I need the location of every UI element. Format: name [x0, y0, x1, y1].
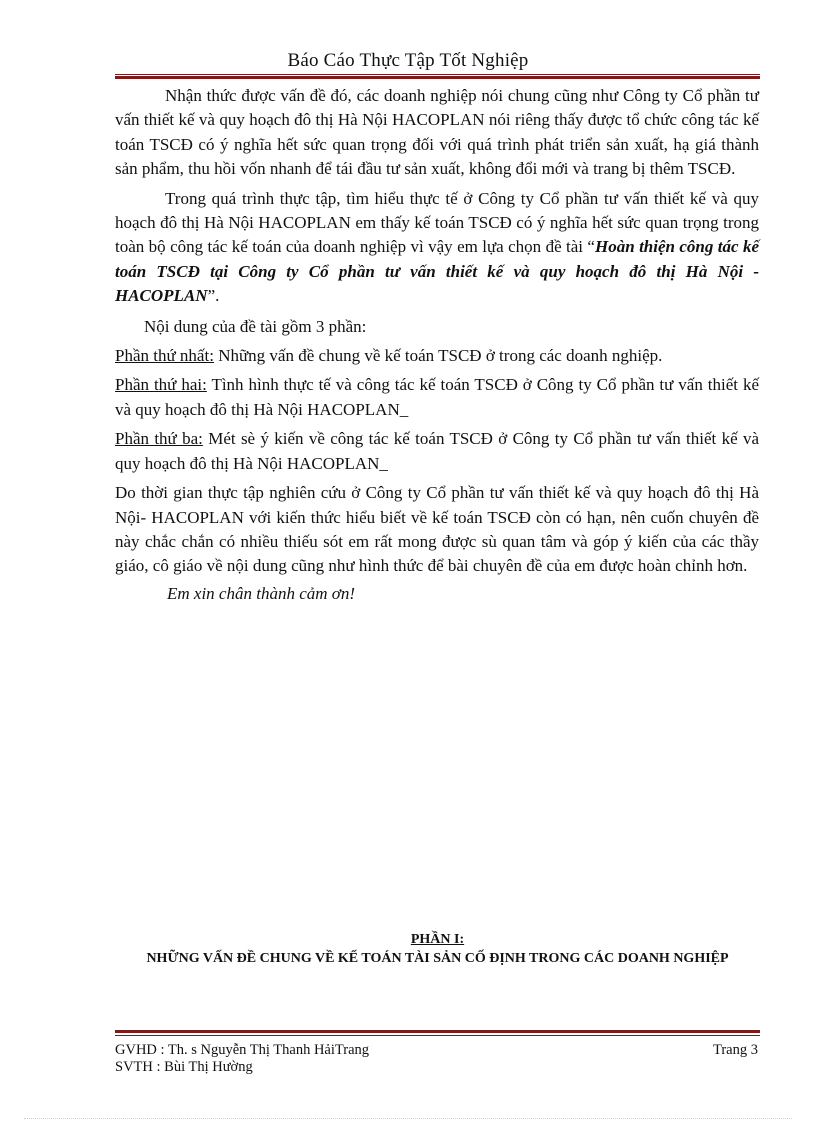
part-one — [115, 344, 759, 368]
page-number: Trang 3 — [713, 1042, 758, 1058]
paragraph-closing: Do thời gian thực tập nghiên cứu ở Công ty Cổ phần tư vấn thiết kế và quy hoạch đô thị Hà Nội- HACOPLAN với kiến thức hiểu biết về kế toán TSCĐ còn có hạn, nên cuốn chuyên đề này chắc chắn có nhiều thiếu sót em rất mong được sù quan tâm và góp ý kiến của các thầy giáo, cô giáo về nội dung cũng như hình thức để bài chuyên đề của em được hoàn chỉnh hơn. — [115, 483, 759, 576]
part-two — [115, 373, 759, 422]
part-three-label: Phần thứ ba: — [115, 429, 203, 449]
document-body — [115, 84, 759, 606]
part-two-label: Phần thứ hai: — [115, 375, 207, 395]
paragraph-content-intro: Nội dung của đề tài gồm 3 phần: — [144, 316, 367, 336]
part-three-text: Mét sè ý kiến về công tác kế toán TSCĐ ở Công ty Cổ phần tư vấn thiết kế và quy hoạch đô thị Hà Nội HACOPLAN_ — [115, 429, 759, 473]
header-rule-thick — [115, 76, 760, 79]
part-three — [115, 427, 759, 476]
part-two-text: Tình hình thực tế và công tác kế toán TSCĐ ở Công ty Cổ phần tư vấn thiết kế và quy hoạch đô thị Hà Nội HACOPLAN_ — [115, 375, 759, 419]
part-one-text: Những vấn đề chung về kế toán TSCĐ ở trong các doanh nghiệp. — [213, 346, 663, 366]
page-header-title: Báo Cáo Thực Tập Tốt Nghiệp — [287, 50, 529, 71]
footer-rule-thick — [115, 1030, 760, 1033]
section-subtitle: NHỮNG VẤN ĐỀ CHUNG VỀ KẾ TOÁN TÀI SẢN CỐ ĐỊNH TRONG CÁC DOANH NGHIỆP — [146, 951, 729, 966]
footer-rule-thin — [115, 1035, 760, 1036]
footer-gvhd: GVHD : Th. s Nguyễn Thị Thanh HảiTrang — [115, 1042, 370, 1058]
page-bottom-edge — [24, 1118, 792, 1119]
topic-close-quote: ”. — [207, 286, 220, 306]
footer-svth: SVTH : Bùi Thị Hường — [115, 1059, 253, 1075]
footer-credits — [115, 1042, 369, 1076]
paragraph-intro: Nhận thức được vấn đề đó, các doanh nghiệp nói chung cũng như Công ty Cổ phần tư vấn thiết kế và quy hoạch đô thị Hà Nội HACOPLAN nói riêng thấy được tổ chức công tác kế toán TSCĐ có ý nghĩa hết sức quan trọng đối với quá trình phát triển sản xuất, hạ giá thành sản phẩm, thu hồi vốn nhanh để tái đầu tư sản xuất, không đổi mới và trang bị thêm TSCĐ. — [115, 86, 759, 179]
section-heading — [115, 930, 760, 968]
topic-lead-text: Trong quá trình thực tập, tìm hiểu thực tế ở Công ty Cổ phần tư vấn thiết kế và quy hoạch đô thị Hà Nội HACOPLAN em thấy kế toán TSCĐ có ý nghĩa hết sức quan trọng trong toàn bộ công tác kế toán của doanh nghiệp vì vậy em lựa chọn đề tài “ — [115, 188, 759, 257]
header-rule-thin — [115, 74, 760, 75]
section-title: PHẦN I: — [410, 932, 465, 947]
part-one-label: Phần thứ nhất: — [115, 346, 214, 366]
topic-title: Hoàn thiện công tác kế toán TSCĐ tại Công ty Cổ phần tư vấn thiết kế và quy hoạch đô thị Hà Nội - HACOPLAN — [115, 237, 759, 306]
paragraph-topic — [115, 187, 759, 309]
thanks-line: Em xin chân thành cảm ơn! — [167, 583, 356, 603]
